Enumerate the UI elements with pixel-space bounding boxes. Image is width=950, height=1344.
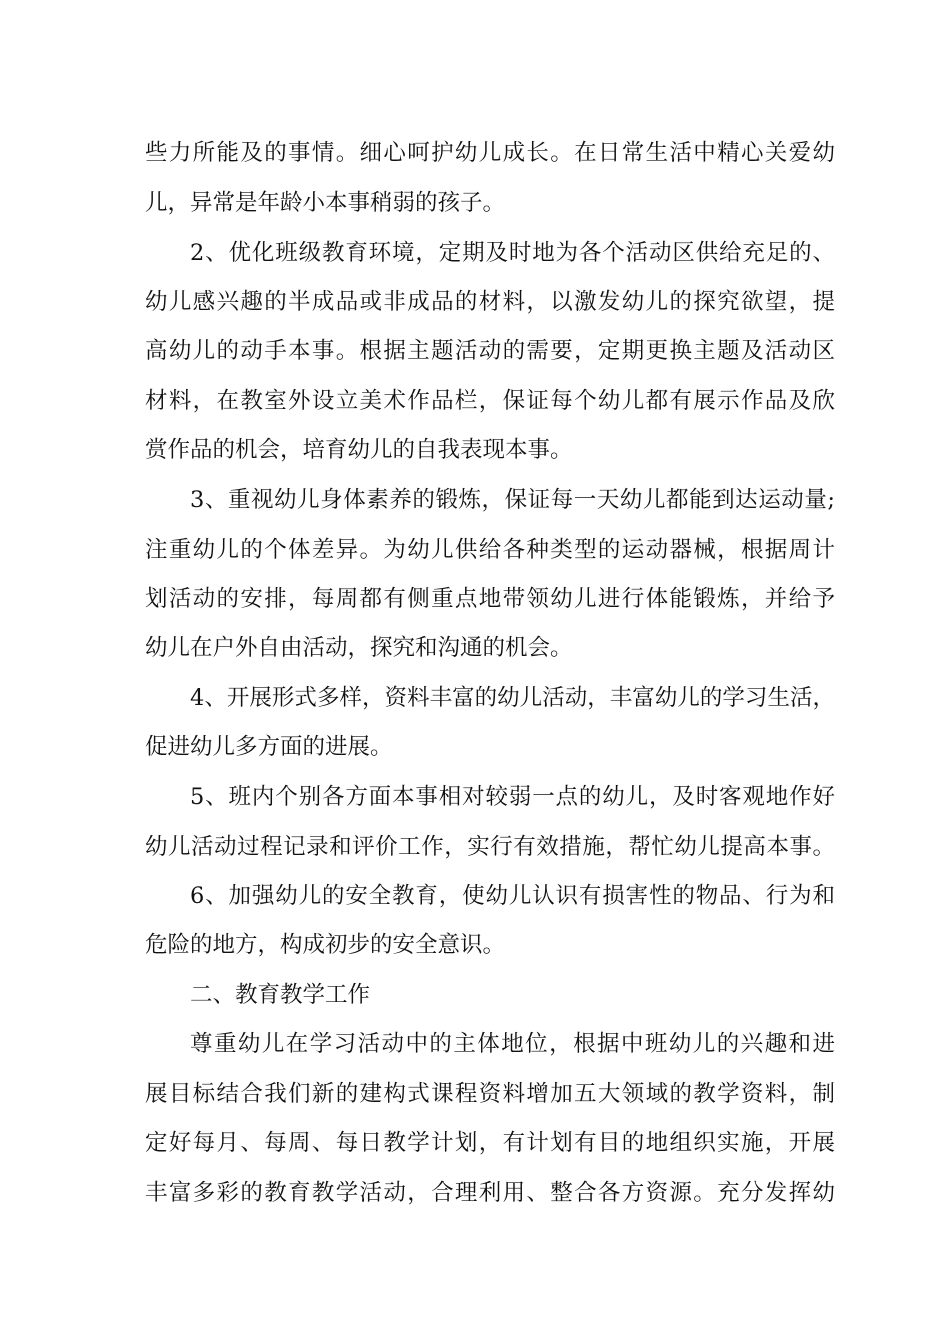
- text-line-21: 定好每月、每周、每日教学计划，有计划有目的地组织实施，开展: [145, 1130, 835, 1156]
- text-line-17: 危险的地方，构成初步的安全意识。: [145, 932, 506, 958]
- text-line-7: 赏作品的机会，培育幼儿的自我表现本事。: [145, 437, 573, 463]
- text-line-5: 高幼儿的动手本事。根据主题活动的需要，定期更换主题及活动区: [145, 338, 835, 364]
- text-line-14: 5、班内个别各方面本事相对较弱一点的幼儿，及时客观地作好: [190, 784, 835, 810]
- text-line-15: 幼儿活动过程记录和评价工作，实行有效措施，帮忙幼儿提高本事。: [145, 834, 835, 860]
- text-line-9: 注重幼儿的个体差异。为幼儿供给各种类型的运动器械，根据周计: [145, 537, 835, 563]
- text-line-10: 划活动的安排，每周都有侧重点地带领幼儿进行体能锻炼，并给予: [145, 586, 835, 612]
- text-line-6: 材料，在教室外设立美术作品栏，保证每个幼儿都有展示作品及欣: [145, 388, 835, 414]
- text-line-16: 6、加强幼儿的安全教育，使幼儿认识有损害性的物品、行为和: [190, 883, 835, 909]
- text-line-3: 2、优化班级教育环境，定期及时地为各个活动区供给充足的、: [190, 240, 835, 266]
- text-line-8: 3、重视幼儿身体素养的锻炼，保证每一天幼儿都能到达运动量;: [190, 487, 835, 513]
- text-line-4: 幼儿感兴趣的半成品或非成品的材料，以激发幼儿的探究欲望，提: [145, 289, 835, 315]
- text-line-13: 促进幼儿多方面的进展。: [145, 734, 393, 760]
- text-line-19: 尊重幼儿在学习活动中的主体地位，根据中班幼儿的兴趣和进: [190, 1031, 835, 1057]
- text-line-2: 儿，异常是年龄小本事稍弱的孩子。: [145, 190, 506, 216]
- text-line-1: 些力所能及的事情。细心呵护幼儿成长。在日常生活中精心关爱幼: [145, 140, 835, 166]
- text-line-22: 丰富多彩的教育教学活动，合理利用、整合各方资源。充分发挥幼: [145, 1180, 835, 1206]
- section-heading: 二、教育教学工作: [190, 982, 371, 1008]
- text-line-11: 幼儿在户外自由活动，探究和沟通的机会。: [145, 635, 573, 661]
- text-line-20: 展目标结合我们新的建构式课程资料增加五大领域的教学资料，制: [145, 1081, 835, 1107]
- text-line-12: 4、开展形式多样，资料丰富的幼儿活动，丰富幼儿的学习生活，: [190, 685, 835, 711]
